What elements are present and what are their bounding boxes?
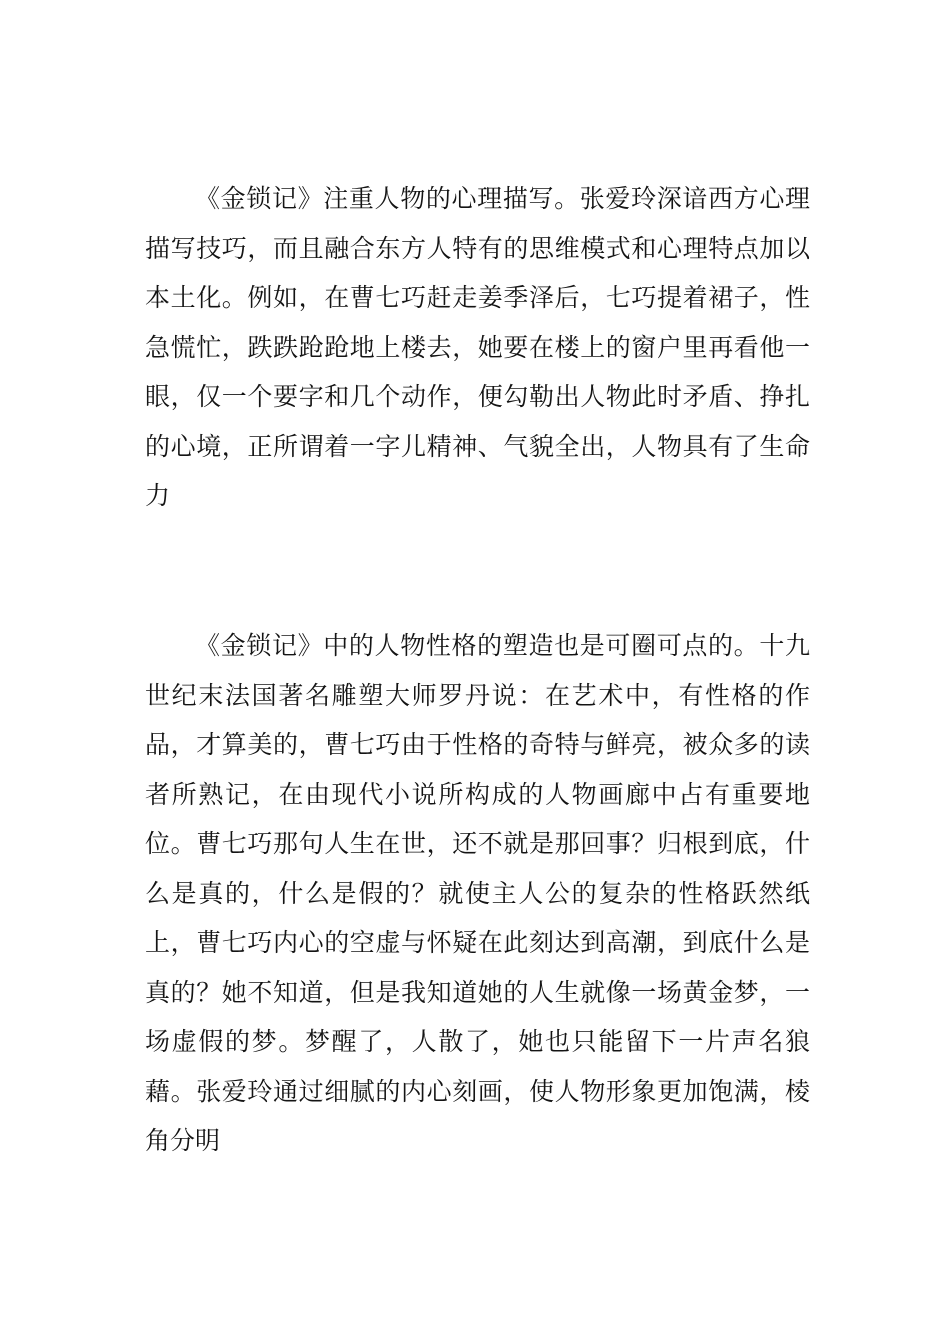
paragraph-psychology: 《金锁记》注重人物的心理描写。张爱玲深谙西方心理描写技巧，而且融合东方人特有的思维模式和心理特点加以本土化。例如，在曹七巧赶走姜季泽后，七巧提着裙子，性急慌忙，跌跌跄跄地上楼去，她要在楼上的窗户里再看他一眼，仅一个要字和几个动作，便勾勒出人物此时矛盾、挣扎的心境，正所谓着一字儿精神、气貌全出，人物具有了生命力 — [145, 184, 810, 510]
paragraph-characterization: 《金锁记》中的人物性格的塑造也是可圈可点的。十九世纪末法国著名雕塑大师罗丹说：在艺术中，有性格的作品，才算美的，曹七巧由于性格的奇特与鲜亮，被众多的读者所熟记，在由现代小说所构成的人物画廊中占有重要地位。曹七巧那句人生在世，还不就是那回事？归根到底，什么是真的，什么是假的？就使主人公的复杂的性格跃然纸上，曹七巧内心的空虚与怀疑在此刻达到高潮，到底什么是真的？她不知道，但是我知道她的人生就像一场黄金梦，一场虚假的梦。梦醒了，人散了，她也只能留下一片声名狼藉。张爱玲通过细腻的内心刻画，使人物形象更加饱满，棱角分明 — [145, 631, 810, 1155]
